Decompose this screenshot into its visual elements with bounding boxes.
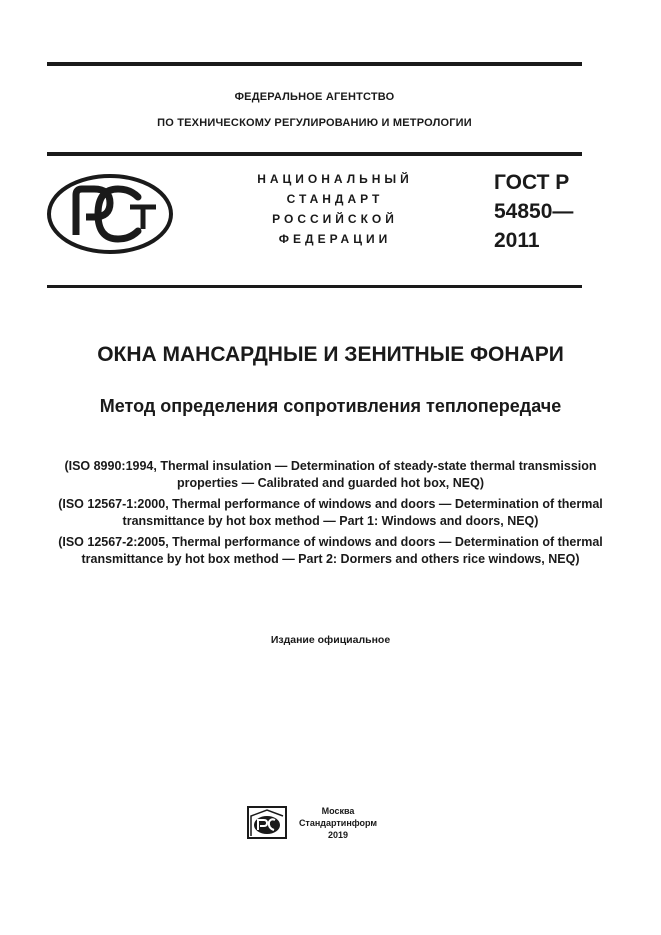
iso-reference: (ISO 8990:1994, Thermal insulation — Determination of steady-state thermal transmission properties — Calibrated and guarded hot box, NEQ): [64, 459, 597, 490]
publisher-city: Москва: [321, 806, 355, 816]
publisher-year: 2019: [327, 830, 349, 840]
rst-mark-icon: [46, 173, 174, 255]
standard-type-line4: ФЕДЕРАЦИИ: [278, 232, 392, 246]
iso-reference: (ISO 12567-1:2000, Thermal performance of windows and doors — Determination of thermal transmittance by hot box method — Part 1: Windows and doors, NEQ): [58, 497, 603, 528]
designation-line1: ГОСТ Р: [494, 171, 570, 194]
agency-name-line2: ПО ТЕХНИЧЕСКОМУ РЕГУЛИРОВАНИЮ И МЕТРОЛОГИИ: [157, 117, 472, 129]
iso-reference: (ISO 12567-2:2005, Thermal performance of windows and doors — Determination of thermal transmittance by hot box method — Part 2: Dormers and others rice windows, NEQ): [58, 535, 603, 566]
top-rule: [47, 62, 582, 66]
middle-rule: [47, 152, 582, 156]
designation-line2: 54850—: [494, 200, 574, 223]
document-title: ОКНА МАНСАРДНЫЕ И ЗЕНИТНЫЕ ФОНАРИ: [97, 343, 564, 366]
agency-name-line1: ФЕДЕРАЛЬНОЕ АГЕНТСТВО: [234, 91, 395, 103]
designation-line3: 2011: [494, 229, 540, 252]
standard-type-line2: СТАНДАРТ: [286, 192, 384, 206]
standartinform-logo-icon: [247, 806, 287, 839]
document-subtitle: Метод определения сопротивления теплопередаче: [99, 396, 562, 416]
edition-note: Издание официальное: [270, 634, 391, 646]
standard-type-line3: РОССИЙСКОЙ: [272, 212, 398, 226]
standard-type-line1: НАЦИОНАЛЬНЫЙ: [257, 172, 413, 186]
publisher-name: Стандартинформ: [298, 818, 378, 828]
lower-rule: [47, 285, 582, 288]
